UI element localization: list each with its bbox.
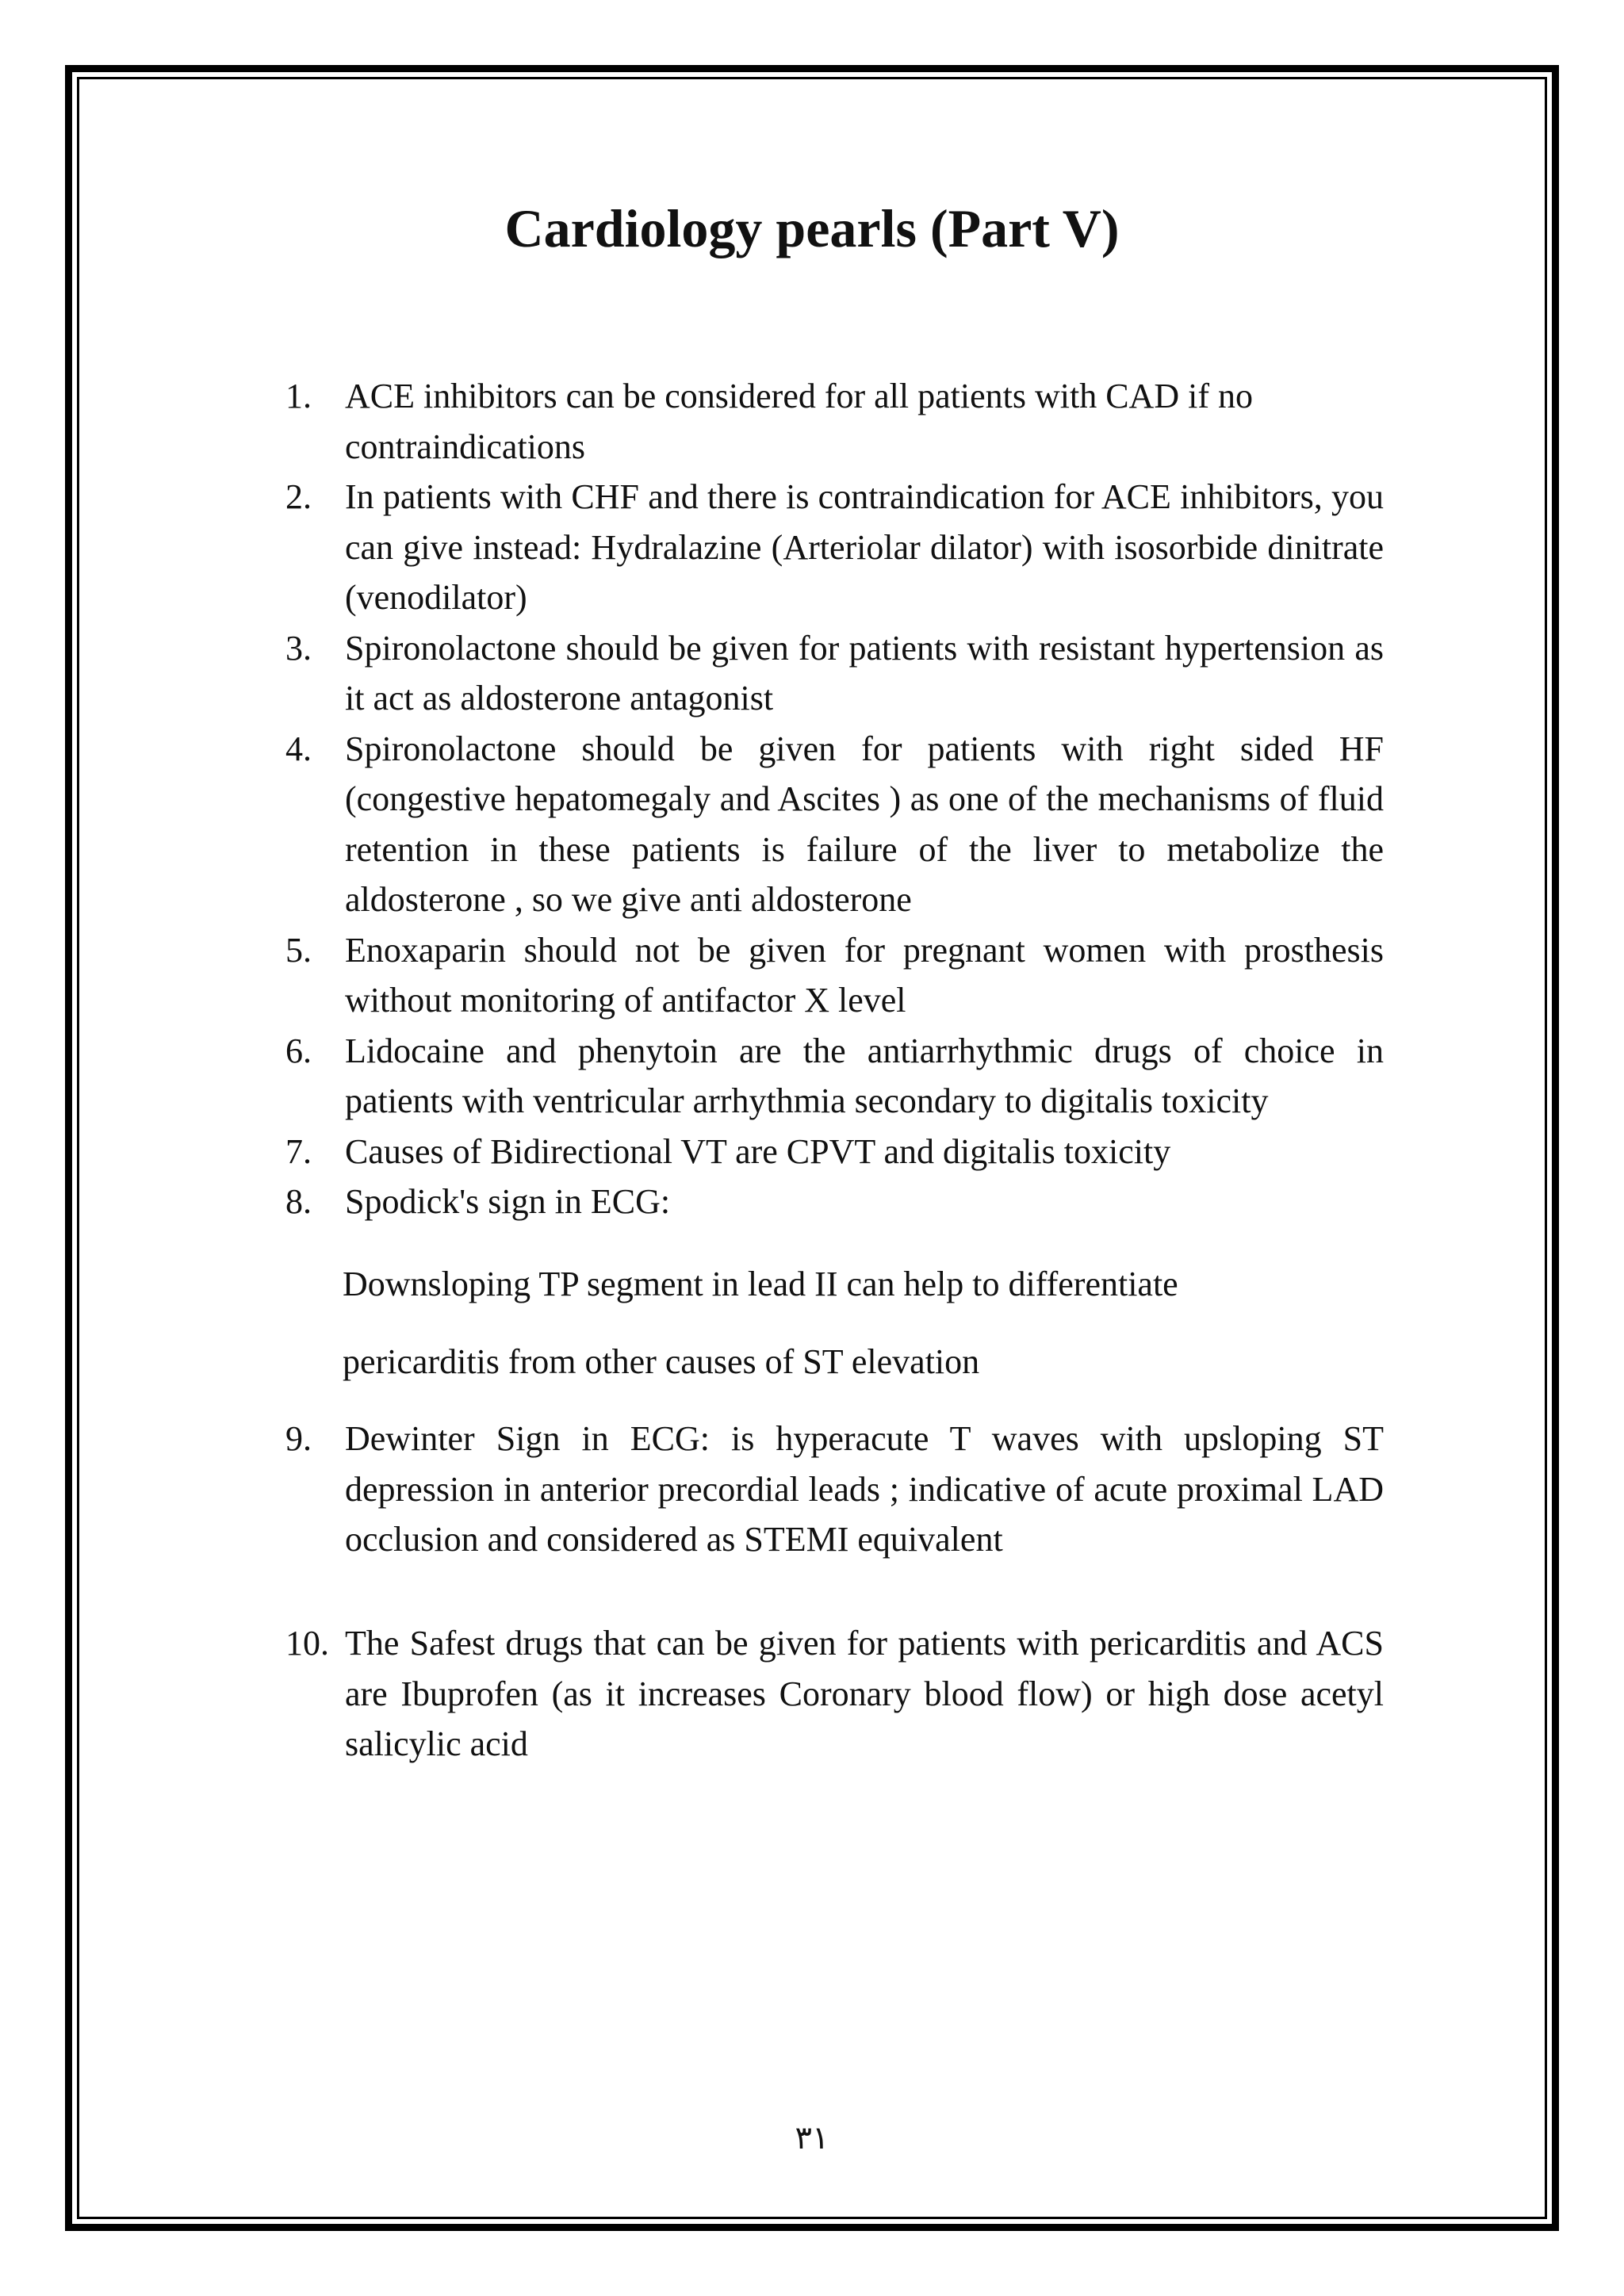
item-number: 1. — [285, 377, 312, 415]
list-item — [285, 925, 1384, 1026]
item-number: 5. — [285, 930, 312, 970]
list-item — [285, 724, 1384, 925]
item-number: 10. — [285, 1624, 329, 1663]
pearls-list — [285, 371, 1384, 1227]
item-number: 2. — [285, 477, 312, 516]
item-text: Spodick's sign in ECG: — [345, 1182, 671, 1221]
item-text: The Safest drugs that can be given for patients with pericarditis and ACS are Ibuprofen (as it increases Coronary blood flow) or high dose acetyl salicylic acid — [345, 1624, 1384, 1763]
list-item — [285, 371, 1384, 472]
list-item — [285, 623, 1384, 724]
item-number: 4. — [285, 729, 312, 768]
item-text: In patients with CHF and there is contraindication for ACE inhibitors, you can give instead: Hydralazine (Arteriolar dilator) with isosorbide dinitrate (venodilator) — [345, 477, 1384, 617]
list-item — [285, 1127, 1384, 1177]
list-item — [285, 1026, 1384, 1127]
item-text: Causes of Bidirectional VT are CPVT and digitalis toxicity — [345, 1131, 1171, 1171]
page-number: ٣١ — [795, 2120, 829, 2156]
item-text: Spironolactone should be given for patients with resistant hypertension as it act as aldosterone antagonist — [345, 628, 1384, 718]
item-8-subtext-line-2: pericarditis from other causes of ST elevation — [343, 1342, 980, 1381]
item-number: 3. — [285, 628, 312, 668]
list-item — [285, 1177, 1384, 1227]
item-8-subtext-line-1: Downsloping TP segment in lead II can help to differentiate — [343, 1265, 1178, 1303]
pearls-list-final — [285, 1618, 1384, 1770]
page-title: Cardiology pearls (Part V) — [504, 198, 1120, 258]
item-number: 7. — [285, 1131, 312, 1171]
list-item — [285, 472, 1384, 623]
item-number: 6. — [285, 1031, 312, 1070]
item-number: 9. — [285, 1419, 312, 1458]
item-text: Lidocaine and phenytoin are the antiarrhythmic drugs of choice in patients with ventricular arrhythmia secondary to digitalis toxicity — [345, 1031, 1384, 1120]
item-text: Spironolactone should be given for patients with right sided HF (congestive hepatomegaly and Ascites ) as one of the mechanisms of fluid retention in these patients is failure of the liver to metabolize the aldosterone , so we give anti aldosterone — [345, 729, 1384, 919]
list-item — [285, 1414, 1384, 1565]
pearls-list-continued — [285, 1414, 1384, 1565]
list-item — [285, 1618, 1384, 1770]
item-text: Enoxaparin should not be given for pregnant women with prosthesis without monitoring of antifactor X level — [345, 930, 1384, 1020]
item-text: Dewinter Sign in ECG: is hyperacute T waves with upsloping ST depression in anterior precordial leads ; indicative of acute proximal LAD occlusion and considered as STEMI equivalent — [345, 1419, 1384, 1559]
item-text: ACE inhibitors can be considered for all patients with CAD if no contraindications — [345, 377, 1253, 466]
item-number: 8. — [285, 1182, 312, 1221]
